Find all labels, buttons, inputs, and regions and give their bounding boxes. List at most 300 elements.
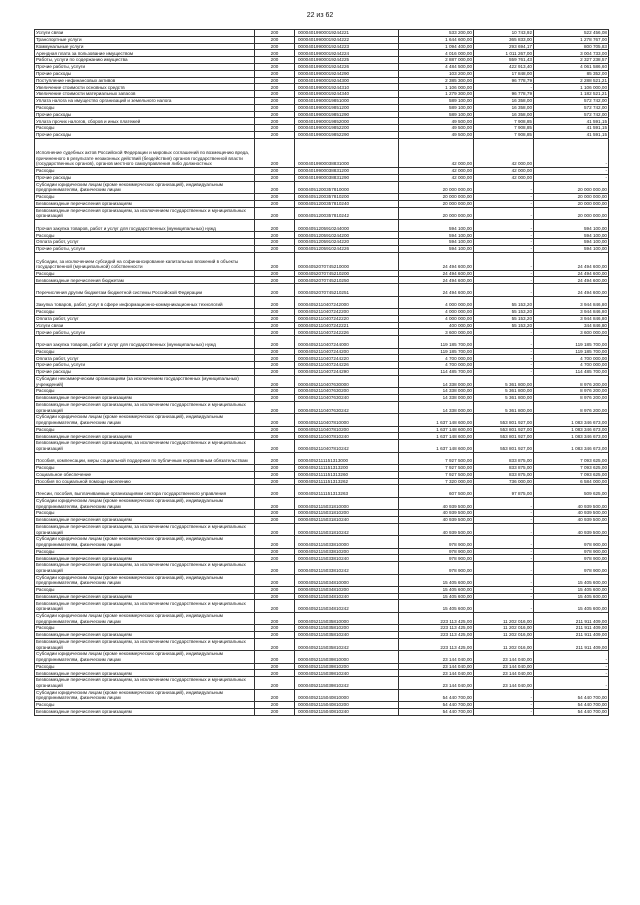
table-row [35, 322, 609, 329]
row-approved-amount: 1 106 000,00 [399, 84, 474, 91]
row-executed-amount: - [474, 586, 534, 593]
table-row [35, 663, 609, 670]
row-approved-amount: 7 927 500,00 [399, 464, 474, 471]
table-row [35, 433, 609, 440]
table-row [35, 471, 609, 478]
row-approved-amount: 24 494 600,00 [399, 252, 474, 270]
row-name: Безвозмездные перечисления организациям, за исключением государственных и муниципальных организаций [35, 440, 255, 452]
table-row [35, 138, 609, 167]
table-row [35, 548, 609, 555]
row-executed-amount: 55 153,20 [474, 309, 534, 316]
row-approved-amount: 4 000 000,00 [399, 315, 474, 322]
row-unexecuted-amount: - [534, 663, 609, 670]
row-budget-classification-code: 00004052115040810200 [295, 702, 399, 709]
table-row [35, 77, 609, 84]
row-name: Безвозмездные перечисления организациям, за исключением государственных и муниципальных организаций [35, 523, 255, 535]
row-approved-amount: 119 185 700,00 [399, 348, 474, 355]
row-unexecuted-amount: 3 944 846,80 [534, 309, 609, 316]
row-code: 200 [255, 362, 295, 369]
row-budget-classification-code: 00004052111151313200 [295, 464, 399, 471]
row-executed-amount: - [474, 708, 534, 715]
row-name: Расходы [35, 426, 255, 433]
row-unexecuted-amount: 8 976 200,00 [534, 395, 609, 402]
row-budget-classification-code: 00004052110407244220 [295, 355, 399, 362]
row-budget-classification-code: 00004052115033810240 [295, 555, 399, 562]
row-budget-classification-code: 00004052110407242220 [295, 315, 399, 322]
row-code: 200 [255, 452, 295, 464]
row-code: 200 [255, 497, 295, 509]
row-code: 200 [255, 125, 295, 132]
row-name: Субсидии некоммерческим организациям (за исключением государственных (муниципальных) учреждений) [35, 375, 255, 387]
row-unexecuted-amount: 2 327 238,57 [534, 57, 609, 64]
row-name: Безвозмездные перечисления организациям [35, 200, 255, 207]
row-name: Безвозмездные перечисления организациям, за исключением государственных и муниципальных организаций [35, 600, 255, 612]
row-name: Безвозмездные перечисления организациям [35, 708, 255, 715]
row-executed-amount: - [474, 497, 534, 509]
row-budget-classification-code: 00004019900019852290 [295, 131, 399, 138]
row-code: 200 [255, 600, 295, 612]
row-approved-amount: 1 637 148 600,00 [399, 440, 474, 452]
row-unexecuted-amount: 594 100,00 [534, 245, 609, 252]
row-budget-classification-code: 00004052110407810240 [295, 433, 399, 440]
row-name: Расходы [35, 464, 255, 471]
row-name: Прочие расходы [35, 111, 255, 118]
row-executed-amount: 833 875,00 [474, 471, 534, 478]
row-approved-amount: 533 200,00 [399, 30, 474, 37]
row-code: 200 [255, 433, 295, 440]
row-executed-amount: - [474, 348, 534, 355]
row-name: Субсидии юридическим лицам (кроме некоммерческих организаций), индивидуальным предпринимателям, физическим лицам [35, 574, 255, 586]
row-unexecuted-amount: - [534, 174, 609, 181]
row-approved-amount: 978 900,00 [399, 548, 474, 555]
row-budget-classification-code: 00004019900019244221 [295, 30, 399, 37]
row-executed-amount: 16 358,00 [474, 104, 534, 111]
table-row [35, 232, 609, 239]
table-body [35, 30, 609, 716]
row-unexecuted-amount: 6 584 000,00 [534, 478, 609, 485]
row-unexecuted-amount: 572 742,00 [534, 97, 609, 104]
row-code: 200 [255, 663, 295, 670]
row-approved-amount: 594 100,00 [399, 239, 474, 246]
row-executed-amount: - [474, 207, 534, 219]
row-executed-amount: 553 801 927,00 [474, 414, 534, 426]
row-name: Коммунальные услуги [35, 43, 255, 50]
row-executed-amount: - [474, 702, 534, 709]
row-code: 200 [255, 174, 295, 181]
row-approved-amount: 589 100,00 [399, 104, 474, 111]
row-code: 200 [255, 485, 295, 497]
row-name: Расходы [35, 309, 255, 316]
table-row [35, 219, 609, 231]
row-unexecuted-amount: - [534, 651, 609, 663]
row-budget-classification-code: 00004052110407810000 [295, 414, 399, 426]
row-unexecuted-amount: 85 352,00 [534, 70, 609, 77]
row-unexecuted-amount: 3 600 000,00 [534, 329, 609, 336]
row-name: Уплата прочих налогов, сборов и иных платежей [35, 118, 255, 125]
row-approved-amount: 114 485 700,00 [399, 369, 474, 376]
row-budget-classification-code: 00004052115040810000 [295, 689, 399, 701]
row-name: Субсидии юридическим лицам (кроме некоммерческих организаций), индивидуальным предпринимателям, физическим лицам [35, 414, 255, 426]
row-budget-classification-code: 00004019900019244223 [295, 43, 399, 50]
row-executed-amount: - [474, 193, 534, 200]
row-unexecuted-amount: 978 900,00 [534, 555, 609, 562]
row-name: Безвозмездные перечисления бюджетам [35, 277, 255, 284]
row-approved-amount: 42 000,00 [399, 167, 474, 174]
row-executed-amount: - [474, 516, 534, 523]
row-code: 200 [255, 471, 295, 478]
row-executed-amount: 42 000,00 [474, 167, 534, 174]
row-budget-classification-code: 00004052115035810000 [295, 612, 399, 624]
row-name: Прочие работы, услуги [35, 329, 255, 336]
row-name: Социальное обеспечение [35, 471, 255, 478]
row-unexecuted-amount: 41 591,15 [534, 125, 609, 132]
row-unexecuted-amount: 8 976 200,00 [534, 375, 609, 387]
row-budget-classification-code: 00004052115031810000 [295, 497, 399, 509]
row-unexecuted-amount: 800 705,83 [534, 43, 609, 50]
row-budget-classification-code: 00004019900019244340 [295, 91, 399, 98]
row-approved-amount: 40 939 500,00 [399, 510, 474, 517]
row-name: Поступление нефинансовых активов [35, 77, 255, 84]
row-budget-classification-code: 00004051205910244226 [295, 245, 399, 252]
row-executed-amount: 833 875,00 [474, 464, 534, 471]
row-approved-amount: 20 000 000,00 [399, 181, 474, 193]
row-code: 200 [255, 43, 295, 50]
table-row [35, 510, 609, 517]
row-unexecuted-amount: 594 100,00 [534, 219, 609, 231]
table-row [35, 523, 609, 535]
row-budget-classification-code: 00004052111151313000 [295, 452, 399, 464]
row-executed-amount: - [474, 362, 534, 369]
row-budget-classification-code: 00004052110407244226 [295, 362, 399, 369]
row-code: 200 [255, 440, 295, 452]
row-name: Оплата работ, услуг [35, 315, 255, 322]
row-executed-amount: 559 761,43 [474, 57, 534, 64]
row-approved-amount: 4 000 000,00 [399, 296, 474, 308]
row-name: Пособия по социальной помощи населению [35, 478, 255, 485]
row-approved-amount: 223 113 425,00 [399, 612, 474, 624]
row-executed-amount: 11 202 016,00 [474, 612, 534, 624]
row-executed-amount: 5 361 800,00 [474, 401, 534, 413]
row-code: 200 [255, 207, 295, 219]
row-executed-amount: 55 153,20 [474, 322, 534, 329]
table-row [35, 252, 609, 270]
row-executed-amount: - [474, 245, 534, 252]
row-approved-amount: 1 644 600,00 [399, 36, 474, 43]
row-code: 200 [255, 193, 295, 200]
row-executed-amount: 16 358,00 [474, 111, 534, 118]
row-budget-classification-code: 00004052111151313260 [295, 471, 399, 478]
row-budget-classification-code: 00004051200357810000 [295, 181, 399, 193]
row-unexecuted-amount: 594 100,00 [534, 232, 609, 239]
row-unexecuted-amount: 1 182 521,21 [534, 91, 609, 98]
row-code: 200 [255, 63, 295, 70]
table-row [35, 702, 609, 709]
table-row [35, 651, 609, 663]
row-name: Расходы [35, 104, 255, 111]
row-unexecuted-amount: 211 911 409,00 [534, 638, 609, 650]
row-name: Прочие расходы [35, 70, 255, 77]
row-unexecuted-amount: 40 939 500,00 [534, 497, 609, 509]
row-unexecuted-amount: 15 405 600,00 [534, 574, 609, 586]
row-budget-classification-code: 00004052115033810000 [295, 536, 399, 548]
row-code: 200 [255, 651, 295, 663]
row-executed-amount: 5 361 800,00 [474, 395, 534, 402]
row-name: Расходы [35, 548, 255, 555]
row-executed-amount: - [474, 574, 534, 586]
row-name: Услуги связи [35, 322, 255, 329]
row-name: Транспортные услуги [35, 36, 255, 43]
table-row [35, 638, 609, 650]
row-budget-classification-code: 00004019900038831000 [295, 138, 399, 167]
row-code: 200 [255, 375, 295, 387]
row-code: 200 [255, 426, 295, 433]
row-unexecuted-amount: 1 106 000,00 [534, 84, 609, 91]
row-unexecuted-amount: 41 591,15 [534, 131, 609, 138]
row-code: 200 [255, 118, 295, 125]
row-executed-amount: 11 202 016,00 [474, 638, 534, 650]
row-name: Субсидии юридическим лицам (кроме некоммерческих организаций), индивидуальным предпринимателям, физическим лицам [35, 612, 255, 624]
row-name: Услуги связи [35, 30, 255, 37]
row-code: 200 [255, 414, 295, 426]
row-name: Безвозмездные перечисления организациям, за исключением государственных и муниципальных организаций [35, 677, 255, 689]
row-budget-classification-code: 00004052115034810200 [295, 586, 399, 593]
row-unexecuted-amount: 509 625,00 [534, 485, 609, 497]
row-approved-amount: 14 338 000,00 [399, 388, 474, 395]
row-unexecuted-amount: 40 939 500,00 [534, 510, 609, 517]
row-name: Расходы [35, 586, 255, 593]
table-row [35, 348, 609, 355]
row-approved-amount: 3 600 000,00 [399, 329, 474, 336]
row-code: 200 [255, 355, 295, 362]
row-approved-amount: 223 113 425,00 [399, 625, 474, 632]
row-code: 200 [255, 548, 295, 555]
row-executed-amount: 365 833,00 [474, 36, 534, 43]
table-row [35, 181, 609, 193]
row-code: 200 [255, 638, 295, 650]
row-approved-amount: 20 000 000,00 [399, 207, 474, 219]
row-unexecuted-amount: 54 440 700,00 [534, 702, 609, 709]
row-name: Безвозмездные перечисления организациям, за исключением государственных и муниципальных организаций [35, 401, 255, 413]
row-name: Субсидии юридическим лицам (кроме некоммерческих организаций), индивидуальным предпринимателям, физическим лицам [35, 536, 255, 548]
table-row [35, 63, 609, 70]
row-code: 200 [255, 84, 295, 91]
row-unexecuted-amount: 20 000 000,00 [534, 181, 609, 193]
table-row [35, 485, 609, 497]
row-budget-classification-code: 00004052115033810242 [295, 562, 399, 574]
row-unexecuted-amount: 114 485 700,00 [534, 369, 609, 376]
row-budget-classification-code: 00004019900038831200 [295, 167, 399, 174]
row-unexecuted-amount: 1 083 346 673,00 [534, 426, 609, 433]
row-executed-amount: 16 358,00 [474, 97, 534, 104]
row-name: Расходы [35, 193, 255, 200]
table-row [35, 131, 609, 138]
row-name: Расходы [35, 348, 255, 355]
row-name: Безвозмездные перечисления организациям [35, 516, 255, 523]
row-code: 200 [255, 138, 295, 167]
row-unexecuted-amount: 1 083 346 673,00 [534, 440, 609, 452]
row-name: Увеличение стоимости материальных запасов [35, 91, 255, 98]
row-name: Прочие расходы [35, 174, 255, 181]
row-executed-amount: 42 000,00 [474, 174, 534, 181]
row-name: Субсидии юридическим лицам (кроме некоммерческих организаций), индивидуальным предпринимателям, физическим лицам [35, 181, 255, 193]
row-executed-amount: 553 801 927,00 [474, 426, 534, 433]
row-name: Исполнение судебных актов Российской Федерации и мировых соглашений по возмещению вреда, причиненного в результате незаконных действий (бездействия) органов государственной власти (государственных органов), органов местного самоуправления либо должностных [35, 138, 255, 167]
row-approved-amount: 978 900,00 [399, 536, 474, 548]
row-code: 200 [255, 702, 295, 709]
row-code: 200 [255, 36, 295, 43]
row-budget-classification-code: 00004019900019852200 [295, 125, 399, 132]
table-row [35, 43, 609, 50]
row-approved-amount: 24 494 600,00 [399, 284, 474, 296]
row-unexecuted-amount: 15 405 600,00 [534, 586, 609, 593]
row-code: 200 [255, 510, 295, 517]
row-budget-classification-code: 00004052110407630200 [295, 388, 399, 395]
row-name: Прочие расходы [35, 131, 255, 138]
row-executed-amount: 293 694,17 [474, 43, 534, 50]
row-code: 200 [255, 388, 295, 395]
row-approved-amount: 42 000,00 [399, 174, 474, 181]
table-row [35, 355, 609, 362]
row-approved-amount: 978 900,00 [399, 555, 474, 562]
row-budget-classification-code: 00004052110407242221 [295, 322, 399, 329]
table-row [35, 375, 609, 387]
row-executed-amount: - [474, 593, 534, 600]
row-approved-amount: 15 405 600,00 [399, 593, 474, 600]
row-unexecuted-amount: 20 000 000,00 [534, 207, 609, 219]
row-executed-amount: - [474, 232, 534, 239]
row-budget-classification-code: 00004052110407244290 [295, 369, 399, 376]
row-approved-amount: 2 385 300,00 [399, 77, 474, 84]
row-approved-amount: 2 887 000,00 [399, 57, 474, 64]
row-code: 200 [255, 464, 295, 471]
row-approved-amount: 1 637 148 600,00 [399, 433, 474, 440]
table-row [35, 395, 609, 402]
row-approved-amount: 223 113 425,00 [399, 638, 474, 650]
row-unexecuted-amount: 7 093 625,00 [534, 452, 609, 464]
row-unexecuted-amount: 2 288 521,21 [534, 77, 609, 84]
row-code: 200 [255, 612, 295, 624]
row-budget-classification-code: 00004019900019851290 [295, 111, 399, 118]
table-row [35, 309, 609, 316]
row-name: Расходы [35, 625, 255, 632]
row-unexecuted-amount: 522 456,08 [534, 30, 609, 37]
row-unexecuted-amount: 4 700 000,00 [534, 355, 609, 362]
row-unexecuted-amount: 978 900,00 [534, 536, 609, 548]
row-approved-amount: 40 939 500,00 [399, 497, 474, 509]
row-executed-amount: 23 144 040,00 [474, 651, 534, 663]
row-approved-amount: 594 100,00 [399, 219, 474, 231]
row-code: 200 [255, 70, 295, 77]
row-approved-amount: 49 500,00 [399, 131, 474, 138]
row-unexecuted-amount: 211 911 409,00 [534, 612, 609, 624]
row-unexecuted-amount: 572 742,00 [534, 104, 609, 111]
row-code: 200 [255, 536, 295, 548]
table-row [35, 57, 609, 64]
row-executed-amount: - [474, 284, 534, 296]
row-approved-amount: 4 000 000,00 [399, 309, 474, 316]
row-budget-classification-code: 00004052070745210251 [295, 284, 399, 296]
table-row [35, 111, 609, 118]
row-budget-classification-code: 00004051205910244220 [295, 239, 399, 246]
table-row [35, 362, 609, 369]
row-budget-classification-code: 00004019900019851200 [295, 104, 399, 111]
row-code: 200 [255, 516, 295, 523]
row-approved-amount: 23 144 040,00 [399, 677, 474, 689]
row-code: 200 [255, 562, 295, 574]
row-budget-classification-code: 00004019900019244300 [295, 77, 399, 84]
row-budget-classification-code: 00004052070745210250 [295, 277, 399, 284]
table-row [35, 612, 609, 624]
row-unexecuted-amount: 3 944 846,80 [534, 315, 609, 322]
row-budget-classification-code: 00004051200357810200 [295, 193, 399, 200]
row-unexecuted-amount: 978 900,00 [534, 548, 609, 555]
row-unexecuted-amount: 40 939 500,00 [534, 516, 609, 523]
row-name: Субсидии юридическим лицам (кроме некоммерческих организаций), индивидуальным предпринимателям, физическим лицам [35, 651, 255, 663]
row-budget-classification-code: 00004052115031810240 [295, 516, 399, 523]
row-code: 200 [255, 315, 295, 322]
row-budget-classification-code: 00004052115031810242 [295, 523, 399, 535]
row-budget-classification-code: 00004019900019244290 [295, 70, 399, 77]
row-budget-classification-code: 00004052115039810000 [295, 651, 399, 663]
row-approved-amount: 23 144 040,00 [399, 663, 474, 670]
row-name: Безвозмездные перечисления организациям [35, 433, 255, 440]
row-code: 200 [255, 296, 295, 308]
row-unexecuted-amount: 7 093 625,00 [534, 471, 609, 478]
row-executed-amount: 7 908,85 [474, 118, 534, 125]
row-name: Расходы [35, 663, 255, 670]
table-row [35, 50, 609, 57]
row-code: 200 [255, 478, 295, 485]
row-name: Работы, услуги по содержанию имущества [35, 57, 255, 64]
table-row [35, 600, 609, 612]
table-row [35, 555, 609, 562]
table-row [35, 207, 609, 219]
row-budget-classification-code: 00004052110407242226 [295, 329, 399, 336]
row-approved-amount: 20 000 000,00 [399, 200, 474, 207]
table-row [35, 388, 609, 395]
table-row [35, 36, 609, 43]
row-executed-amount: 5 361 800,00 [474, 375, 534, 387]
row-approved-amount: 54 440 700,00 [399, 689, 474, 701]
row-approved-amount: 15 405 600,00 [399, 586, 474, 593]
table-row [35, 245, 609, 252]
row-budget-classification-code: 00004019900019244224 [295, 50, 399, 57]
row-budget-classification-code: 00004052110407244200 [295, 348, 399, 355]
row-executed-amount: 736 000,00 [474, 478, 534, 485]
row-name: Прочая закупка товаров, работ и услуг для государственных (муниципальных) нужд [35, 219, 255, 231]
row-name: Безвозмездные перечисления организациям, за исключением государственных и муниципальных организаций [35, 207, 255, 219]
row-name: Расходы [35, 388, 255, 395]
row-unexecuted-amount: 978 900,00 [534, 562, 609, 574]
row-code: 200 [255, 574, 295, 586]
row-code: 200 [255, 348, 295, 355]
row-budget-classification-code: 00004052115040810240 [295, 708, 399, 715]
table-row [35, 464, 609, 471]
row-budget-classification-code: 00004019900019244225 [295, 57, 399, 64]
row-name: Прочие расходы [35, 369, 255, 376]
row-code: 200 [255, 670, 295, 677]
table-row [35, 97, 609, 104]
row-name: Расходы [35, 510, 255, 517]
row-code: 200 [255, 91, 295, 98]
row-unexecuted-amount: 15 405 600,00 [534, 600, 609, 612]
row-unexecuted-amount: 1 083 346 673,00 [534, 433, 609, 440]
row-approved-amount: 49 500,00 [399, 125, 474, 132]
row-unexecuted-amount: 40 939 500,00 [534, 523, 609, 535]
row-executed-amount: - [474, 536, 534, 548]
table-row [35, 270, 609, 277]
row-executed-amount: - [474, 555, 534, 562]
